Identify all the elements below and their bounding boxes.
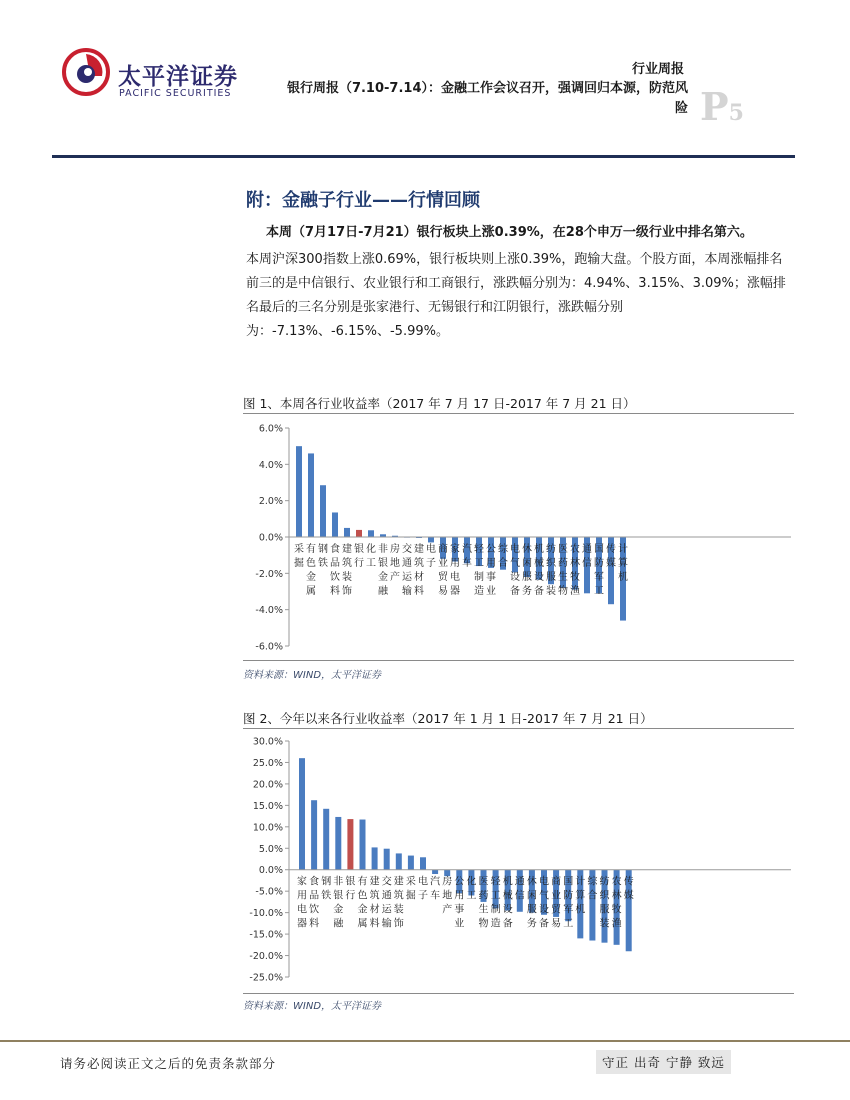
bar xyxy=(323,809,329,870)
bar xyxy=(332,512,338,537)
bar xyxy=(311,800,317,870)
bar xyxy=(444,870,450,876)
y-tick-label: 10.0% xyxy=(252,822,283,834)
x-category-label: 农林牧渔 xyxy=(611,876,622,930)
x-category-label: 钢铁 xyxy=(318,544,328,569)
y-tick-label: 5.0% xyxy=(258,843,283,855)
y-tick-label: 4.0% xyxy=(258,459,283,471)
x-category-label: 医药生物 xyxy=(478,876,489,930)
bar xyxy=(360,820,366,870)
x-category-label: 传媒 xyxy=(623,876,634,902)
y-tick-label: 0.0% xyxy=(258,532,283,544)
report-title: 银行周报（7.10-7.14）：金融工作会议召开，强调回归本源，防范风险 xyxy=(286,81,688,116)
summary-line: 本周（7月17日-7月21）银行板块上涨0.39%，在28个申万一级行业中排名第六。 xyxy=(266,225,753,240)
x-category-label: 钢铁 xyxy=(321,876,332,902)
x-category-label: 食品饮料 xyxy=(330,544,340,597)
x-category-label: 食品饮料 xyxy=(309,876,320,930)
x-category-label: 综合 xyxy=(587,876,598,902)
x-category-label: 国防军工 xyxy=(594,544,604,597)
chart-2-ytd-returns xyxy=(243,731,794,989)
bar xyxy=(299,758,305,870)
bar xyxy=(493,870,499,909)
bar xyxy=(368,530,374,537)
bar xyxy=(396,853,402,869)
footer-disclaimer: 请务必阅读正文之后的免责条款部分 xyxy=(60,1056,277,1071)
figure-2-title: 图 2、今年以来各行业收益率（2017 年 1 月 1 日-2017 年 7 月 21 日） xyxy=(243,711,653,726)
bar xyxy=(372,847,378,869)
x-category-label: 农林牧渔 xyxy=(570,544,580,597)
figure-1-top-rule xyxy=(243,413,794,414)
y-tick-label: 2.0% xyxy=(258,496,283,508)
figure-2-source: 资料来源：WIND，太平洋证券 xyxy=(243,1001,382,1012)
x-category-label: 有色金属 xyxy=(357,876,368,930)
x-category-label: 公用事业 xyxy=(454,876,465,930)
logo-chinese-name: 太平洋证券 xyxy=(118,64,238,90)
x-category-label: 公用事业 xyxy=(486,544,496,597)
x-category-label: 化工 xyxy=(366,544,376,569)
bar xyxy=(432,870,438,874)
bar xyxy=(420,857,426,869)
bar xyxy=(384,849,390,870)
footer-divider xyxy=(0,1040,850,1042)
bar xyxy=(356,530,362,537)
x-category-label: 银行 xyxy=(354,544,364,569)
y-tick-label: 25.0% xyxy=(252,757,283,769)
x-category-label: 有色金属 xyxy=(306,544,316,597)
x-category-label: 商业贸易 xyxy=(551,876,562,930)
x-category-label: 建筑材料 xyxy=(369,876,380,930)
x-category-label: 休闲服务 xyxy=(526,876,537,930)
x-category-label: 汽车 xyxy=(462,544,472,569)
bar xyxy=(296,446,302,537)
y-tick-label: -6.0% xyxy=(255,641,283,653)
x-category-label: 纺织服装 xyxy=(546,544,556,597)
x-category-label: 机械设备 xyxy=(534,544,544,597)
x-category-label: 商业贸易 xyxy=(438,544,448,597)
y-tick-label: -15.0% xyxy=(249,929,283,941)
x-category-label: 采掘 xyxy=(294,544,304,569)
x-category-label: 银行 xyxy=(345,876,356,902)
x-category-label: 采掘 xyxy=(405,876,416,902)
bar xyxy=(347,819,353,870)
x-category-label: 电子 xyxy=(418,876,428,902)
x-category-label: 轻工制造 xyxy=(490,876,501,930)
x-category-label: 休闲服务 xyxy=(522,544,532,597)
bar xyxy=(524,537,530,577)
y-tick-label: 6.0% xyxy=(258,423,283,435)
y-tick-label: -10.0% xyxy=(249,908,283,920)
x-category-label: 建筑装饰 xyxy=(342,544,352,597)
figure-2-top-rule xyxy=(243,728,794,729)
bar xyxy=(408,856,414,870)
x-category-label: 机械设备 xyxy=(502,876,513,930)
y-tick-label: 20.0% xyxy=(252,779,283,791)
bar xyxy=(344,528,350,537)
footer-motto: 守正 出奇 宁静 致远 xyxy=(596,1050,731,1074)
x-category-label: 房地产 xyxy=(442,876,453,916)
x-category-label: 房地产 xyxy=(390,544,400,583)
y-tick-label: -25.0% xyxy=(249,972,283,984)
x-category-label: 电气设备 xyxy=(510,544,520,597)
y-tick-label: 30.0% xyxy=(252,736,283,748)
x-category-label: 医药生物 xyxy=(558,544,568,597)
chart-1-weekly-returns xyxy=(243,416,794,656)
x-category-label: 通信 xyxy=(582,544,592,569)
x-category-label: 汽车 xyxy=(430,876,441,902)
page-number: P5 xyxy=(700,84,744,129)
body-paragraph: 本周沪深300指数上涨0.69%，银行板块则上涨0.39%，跑输大盘。个股方面，本周涨幅排名前三的是中信银行、农业银行和工商银行，涨跌幅分别为：4.94%、3.15%、3.09%；涨幅排名最后的三名分别是张家港行、无锡银行和江阴银行，涨跌幅分别为：-7.13%、-6.15%、-5.99%。 xyxy=(246,252,786,339)
bar xyxy=(335,817,341,870)
y-tick-label: -2.0% xyxy=(255,568,283,580)
x-category-label: 建筑装饰 xyxy=(393,876,404,930)
x-category-label: 化工 xyxy=(466,876,477,902)
x-category-label: 家用电器 xyxy=(297,876,307,930)
report-type: 行业周报 xyxy=(631,62,684,77)
y-tick-label: -5.0% xyxy=(255,886,283,898)
y-tick-label: -20.0% xyxy=(249,951,283,963)
y-tick-label: -4.0% xyxy=(255,605,283,617)
bar xyxy=(428,537,434,542)
x-category-label: 传媒 xyxy=(606,544,616,569)
x-category-label: 交通运输 xyxy=(381,876,392,930)
x-category-label: 电子 xyxy=(426,544,436,569)
x-category-label: 交通运输 xyxy=(402,544,412,597)
logo-english-name: PACIFIC SECURITIES xyxy=(119,88,232,99)
company-logo-icon xyxy=(62,48,110,96)
section-title: 附：金融子行业——行情回顾 xyxy=(246,190,480,211)
x-category-label: 纺织服装 xyxy=(599,876,610,930)
figure-1-bottom-rule xyxy=(243,660,794,661)
x-category-label: 非银金融 xyxy=(333,876,344,930)
figure-1-title: 图 1、本周各行业收益率（2017 年 7 月 17 日-2017 年 7 月 21 日） xyxy=(243,396,636,411)
y-tick-label: 15.0% xyxy=(252,800,283,812)
header-divider xyxy=(52,155,795,158)
figure-2-bottom-rule xyxy=(243,993,794,994)
x-category-label: 建筑材料 xyxy=(414,544,424,597)
y-tick-label: 0.0% xyxy=(258,865,283,877)
figure-1-source: 资料来源：WIND，太平洋证券 xyxy=(243,670,382,681)
x-category-label: 家用电器 xyxy=(450,544,460,597)
x-category-label: 电气设备 xyxy=(539,876,549,930)
x-category-label: 轻工制造 xyxy=(474,544,484,597)
x-category-label: 计算机 xyxy=(618,544,628,583)
x-category-label: 国防军工 xyxy=(563,876,574,930)
x-category-label: 综合 xyxy=(498,544,508,569)
x-category-label: 计算机 xyxy=(575,876,586,916)
bar xyxy=(308,453,314,537)
x-category-label: 非银金融 xyxy=(378,544,388,597)
x-category-label: 通信 xyxy=(514,876,525,902)
bar xyxy=(320,485,326,537)
